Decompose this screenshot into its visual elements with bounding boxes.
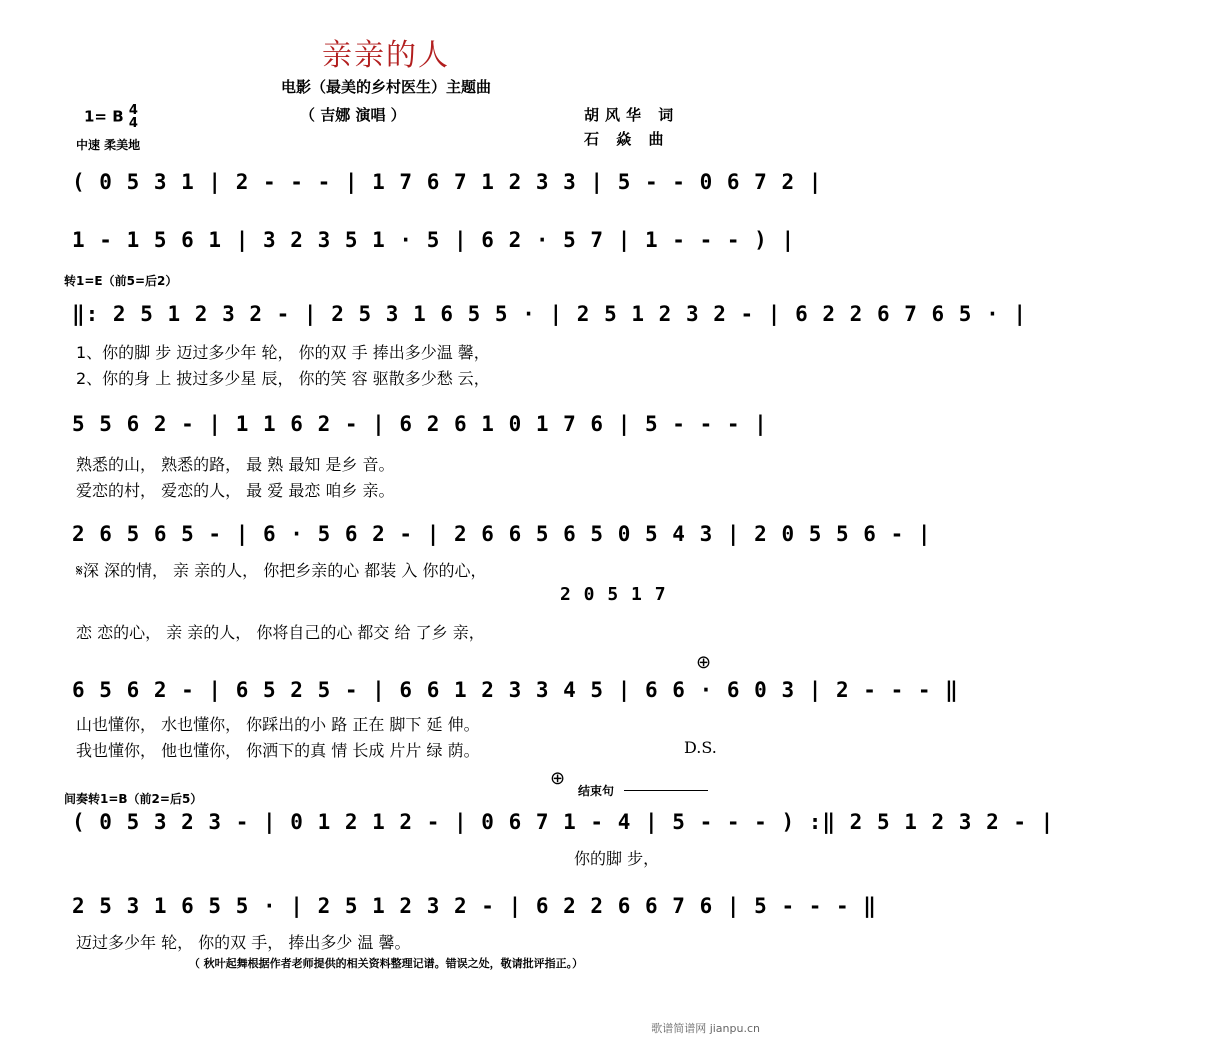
song-subtitle: 电影（最美的乡村医生）主题曲	[280, 78, 491, 96]
time-bottom: 4	[128, 116, 138, 131]
ending-coda-symbol: ⊕	[550, 768, 566, 789]
key-label: 1= B	[84, 107, 124, 126]
lyricist-credit: 胡风华 词	[584, 106, 680, 124]
score-line-1: ( 0 5 3 1 | 2 - - - | 1 7 6 7 1 2 3 3 | 5 - - 0 6 7 2 |	[72, 170, 823, 194]
score-line-2: 1 - 1 5 6 1 | 3 2 3 5 1 · 5 | 6 2 · 5 7 | 1 - - - ) |	[72, 228, 796, 252]
tempo-marking: 中速 柔美地	[76, 138, 141, 152]
lyric-line-1: 1、你的脚 步 迈过多少年 轮， 你的双 手 捧出多少温 馨，	[76, 343, 490, 362]
ending-label: 结束句	[578, 784, 615, 798]
footer-note: （ 秋叶起舞根据作者老师提供的相关资料整理记谱。错误之处，敬请批评指正。）	[188, 957, 584, 970]
lyric-line-10: 迈过多少年 轮， 你的双 手， 捧出多少 温 馨。	[76, 933, 411, 952]
score-line-5: 2 6 5 6 5 - | 6 · 5 6 2 - | 2 6 6 5 6 5 0 5 4 3 | 2 0 5 5 6 - |	[72, 522, 932, 546]
score-line-6: 6 5 6 2 - | 6 5 2 5 - | 6 6 1 2 3 3 4 5 | 6 6 · 6 0 3 | 2 - - - ‖	[72, 678, 959, 702]
site-watermark: 歌谱简谱网 jianpu.cn	[651, 1022, 760, 1035]
lyric-line-8: 我也懂你， 他也懂你， 你洒下的真 情 长成 片片 绿 荫。	[76, 741, 480, 760]
song-title: 亲亲的人	[322, 38, 450, 73]
score-variant-fragment: 2 0 5 1 7	[560, 584, 667, 605]
ending-bracket-line	[624, 790, 708, 791]
coda-symbol: ⊕	[696, 652, 712, 673]
score-line-3: ‖: 2 5 1 2 3 2 - | 2 5 3 1 6 5 5 · | 2 5 1 2 3 2 - | 6 2 2 6 7 6 5 · |	[72, 302, 1028, 326]
lyric-line-7: 山也懂你， 水也懂你， 你踩出的小 路 正在 脚下 延 伸。	[76, 715, 480, 734]
lyric-line-9: 你的脚 步，	[574, 849, 660, 868]
score-line-8: 2 5 3 1 6 5 5 · | 2 5 1 2 3 2 - | 6 2 2 6 6 7 6 | 5 - - - ‖	[72, 894, 877, 918]
lyric-line-3: 熟悉的山， 熟悉的路， 最 熟 最知 是乡 音。	[76, 455, 395, 474]
lyric-line-5: 𝄋深 深的情， 亲 亲的人， 你把乡亲的心 都装 入 你的心，	[76, 561, 487, 580]
composer-credit: 石 焱 曲	[584, 130, 670, 148]
key-signature	[84, 104, 138, 130]
score-line-4: 5 5 6 2 - | 1 1 6 2 - | 6 2 6 1 0 1 7 6 | 5 - - - |	[72, 412, 768, 436]
lyric-line-4: 爱恋的村， 爱恋的人， 最 爱 最恋 咱乡 亲。	[76, 481, 395, 500]
lyric-line-6: 恋 恋的心， 亲 亲的人， 你将自己的心 都交 给 了乡 亲，	[76, 623, 485, 642]
modulation-mark-1: 转1=E（前5=后2）	[64, 274, 178, 288]
singer-credit: （ 吉娜 演唱 ）	[300, 106, 406, 124]
score-line-7: ( 0 5 3 2 3 - | 0 1 2 1 2 - | 0 6 7 1 - 4 | 5 - - - ) :‖ 2 5 1 2 3 2 - |	[72, 810, 1055, 834]
modulation-mark-2: 间奏转1=B（前2=后5）	[64, 792, 203, 806]
time-top: 4	[128, 103, 138, 118]
lyric-line-2: 2、你的身 上 披过多少星 辰， 你的笑 容 驱散多少愁 云，	[76, 369, 490, 388]
time-signature	[129, 104, 138, 130]
dal-segno-mark: D.S.	[684, 738, 717, 757]
